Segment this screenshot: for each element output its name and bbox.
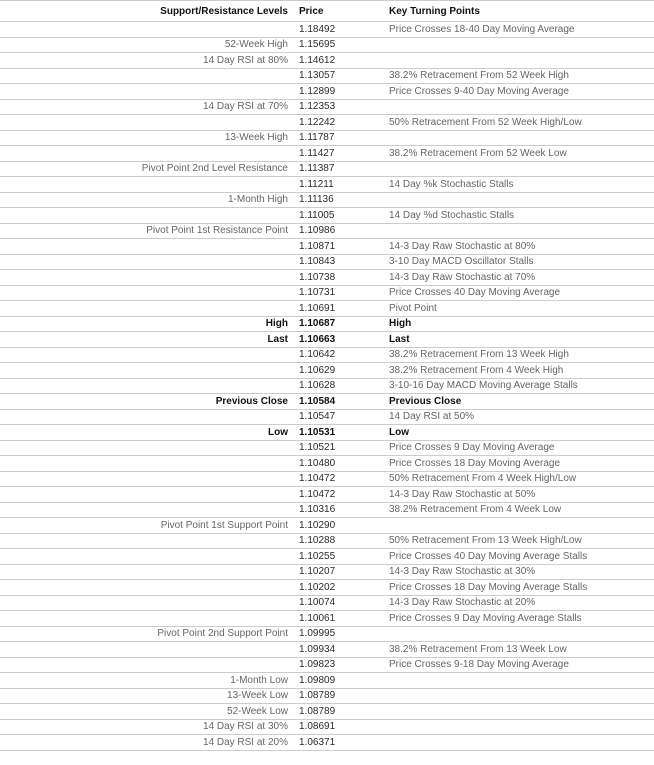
level-cell: 1-Month High bbox=[0, 192, 297, 208]
level-cell bbox=[0, 177, 297, 193]
table-row bbox=[0, 518, 654, 534]
table-row bbox=[0, 626, 654, 642]
turning-point-cell: 50% Retracement From 4 Week High/Low bbox=[383, 471, 654, 487]
level-cell bbox=[0, 580, 297, 596]
turning-point-cell: 3-10 Day MACD Oscillator Stalls bbox=[383, 254, 654, 270]
level-cell bbox=[0, 146, 297, 162]
price-cell: 1.10547 bbox=[297, 409, 383, 425]
turning-point-cell bbox=[383, 735, 654, 751]
price-cell: 1.13057 bbox=[297, 68, 383, 84]
turning-point-cell: Price Crosses 18-40 Day Moving Average bbox=[383, 22, 654, 38]
table-row bbox=[0, 409, 654, 425]
table-row bbox=[0, 130, 654, 146]
table-row bbox=[0, 471, 654, 487]
table-row bbox=[0, 208, 654, 224]
price-cell: 1.10731 bbox=[297, 285, 383, 301]
table-row bbox=[0, 595, 654, 611]
level-cell bbox=[0, 487, 297, 503]
level-cell: 13-Week Low bbox=[0, 688, 297, 704]
table-row bbox=[0, 704, 654, 720]
price-cell: 1.11005 bbox=[297, 208, 383, 224]
level-cell bbox=[0, 270, 297, 286]
price-cell: 1.09809 bbox=[297, 673, 383, 689]
turning-point-cell: 14-3 Day Raw Stochastic at 80% bbox=[383, 239, 654, 255]
table-row bbox=[0, 254, 654, 270]
turning-point-cell: Previous Close bbox=[383, 394, 654, 410]
level-cell: 52-Week Low bbox=[0, 704, 297, 720]
turning-point-cell: 38.2% Retracement From 52 Week Low bbox=[383, 146, 654, 162]
price-cell: 1.10843 bbox=[297, 254, 383, 270]
price-cell: 1.10691 bbox=[297, 301, 383, 317]
turning-point-cell: 38.2% Retracement From 13 Week Low bbox=[383, 642, 654, 658]
column-header-price: Price bbox=[297, 1, 383, 22]
level-cell: 13-Week High bbox=[0, 130, 297, 146]
table-row bbox=[0, 363, 654, 379]
turning-point-cell: Price Crosses 40 Day Moving Average bbox=[383, 285, 654, 301]
turning-point-cell bbox=[383, 688, 654, 704]
price-cell: 1.10290 bbox=[297, 518, 383, 534]
turning-point-cell: 14-3 Day Raw Stochastic at 70% bbox=[383, 270, 654, 286]
table-row bbox=[0, 22, 654, 38]
level-cell: Last bbox=[0, 332, 297, 348]
level-cell bbox=[0, 239, 297, 255]
column-header-key-turning-points: Key Turning Points bbox=[383, 1, 654, 22]
level-cell bbox=[0, 456, 297, 472]
table-row bbox=[0, 378, 654, 394]
price-cell: 1.10628 bbox=[297, 378, 383, 394]
table-row bbox=[0, 115, 654, 131]
table-row bbox=[0, 332, 654, 348]
price-cell: 1.11787 bbox=[297, 130, 383, 146]
table-row bbox=[0, 347, 654, 363]
level-cell bbox=[0, 363, 297, 379]
level-cell: Pivot Point 2nd Support Point bbox=[0, 626, 297, 642]
price-cell: 1.10202 bbox=[297, 580, 383, 596]
level-cell bbox=[0, 595, 297, 611]
level-cell: Pivot Point 2nd Level Resistance bbox=[0, 161, 297, 177]
turning-point-cell: 50% Retracement From 13 Week High/Low bbox=[383, 533, 654, 549]
level-cell bbox=[0, 208, 297, 224]
price-cell: 1.10871 bbox=[297, 239, 383, 255]
turning-point-cell: 14 Day RSI at 50% bbox=[383, 409, 654, 425]
level-cell bbox=[0, 22, 297, 38]
price-cell: 1.10531 bbox=[297, 425, 383, 441]
price-cell: 1.10642 bbox=[297, 347, 383, 363]
table-row bbox=[0, 177, 654, 193]
turning-point-cell bbox=[383, 130, 654, 146]
table-row bbox=[0, 161, 654, 177]
table-row bbox=[0, 394, 654, 410]
level-cell bbox=[0, 502, 297, 518]
turning-point-cell bbox=[383, 37, 654, 53]
table-row bbox=[0, 719, 654, 735]
price-cell: 1.11427 bbox=[297, 146, 383, 162]
turning-point-cell: 38.2% Retracement From 4 Week Low bbox=[383, 502, 654, 518]
table-row bbox=[0, 146, 654, 162]
column-header-support-resistance-levels: Support/Resistance Levels bbox=[0, 1, 297, 22]
level-cell bbox=[0, 301, 297, 317]
turning-point-cell: 38.2% Retracement From 52 Week High bbox=[383, 68, 654, 84]
price-cell: 1.10472 bbox=[297, 471, 383, 487]
level-cell: 14 Day RSI at 80% bbox=[0, 53, 297, 69]
table-row bbox=[0, 549, 654, 565]
price-cell: 1.08691 bbox=[297, 719, 383, 735]
table-row bbox=[0, 533, 654, 549]
table-row bbox=[0, 657, 654, 673]
table-row bbox=[0, 502, 654, 518]
level-cell bbox=[0, 84, 297, 100]
turning-point-cell: Price Crosses 9-40 Day Moving Average bbox=[383, 84, 654, 100]
price-cell: 1.14612 bbox=[297, 53, 383, 69]
turning-point-cell: 14-3 Day Raw Stochastic at 20% bbox=[383, 595, 654, 611]
level-cell: Previous Close bbox=[0, 394, 297, 410]
level-cell bbox=[0, 409, 297, 425]
price-cell: 1.10521 bbox=[297, 440, 383, 456]
level-cell: High bbox=[0, 316, 297, 332]
table-row bbox=[0, 456, 654, 472]
level-cell bbox=[0, 657, 297, 673]
turning-point-cell bbox=[383, 719, 654, 735]
table-row bbox=[0, 425, 654, 441]
level-cell: 14 Day RSI at 70% bbox=[0, 99, 297, 115]
turning-point-cell: Price Crosses 9-18 Day Moving Average bbox=[383, 657, 654, 673]
price-cell: 1.10074 bbox=[297, 595, 383, 611]
turning-point-cell bbox=[383, 192, 654, 208]
turning-point-cell: 38.2% Retracement From 13 Week High bbox=[383, 347, 654, 363]
level-cell: Low bbox=[0, 425, 297, 441]
price-cell: 1.11136 bbox=[297, 192, 383, 208]
table-row bbox=[0, 192, 654, 208]
price-cell: 1.09934 bbox=[297, 642, 383, 658]
level-cell bbox=[0, 533, 297, 549]
table-row bbox=[0, 301, 654, 317]
level-cell bbox=[0, 564, 297, 580]
price-cell: 1.10288 bbox=[297, 533, 383, 549]
level-cell bbox=[0, 378, 297, 394]
price-cell: 1.10061 bbox=[297, 611, 383, 627]
table-row bbox=[0, 285, 654, 301]
price-cell: 1.12353 bbox=[297, 99, 383, 115]
price-cell: 1.06371 bbox=[297, 735, 383, 751]
turning-point-cell: 14 Day %k Stochastic Stalls bbox=[383, 177, 654, 193]
level-cell bbox=[0, 285, 297, 301]
table-row bbox=[0, 68, 654, 84]
level-cell bbox=[0, 68, 297, 84]
level-cell bbox=[0, 254, 297, 270]
price-cell: 1.12899 bbox=[297, 84, 383, 100]
table-body bbox=[0, 22, 654, 751]
level-cell: Pivot Point 1st Support Point bbox=[0, 518, 297, 534]
table-row bbox=[0, 53, 654, 69]
level-cell: 1-Month Low bbox=[0, 673, 297, 689]
table-row bbox=[0, 99, 654, 115]
price-cell: 1.08789 bbox=[297, 688, 383, 704]
level-cell: 14 Day RSI at 20% bbox=[0, 735, 297, 751]
turning-point-cell bbox=[383, 161, 654, 177]
table-row bbox=[0, 84, 654, 100]
table-row bbox=[0, 688, 654, 704]
price-cell: 1.08789 bbox=[297, 704, 383, 720]
turning-point-cell: Pivot Point bbox=[383, 301, 654, 317]
table-row bbox=[0, 487, 654, 503]
turning-point-cell bbox=[383, 223, 654, 239]
turning-point-cell: Last bbox=[383, 332, 654, 348]
turning-point-cell: 14-3 Day Raw Stochastic at 50% bbox=[383, 487, 654, 503]
table-row bbox=[0, 673, 654, 689]
price-cell: 1.09995 bbox=[297, 626, 383, 642]
table-row bbox=[0, 37, 654, 53]
table-row bbox=[0, 735, 654, 751]
level-cell: Pivot Point 1st Resistance Point bbox=[0, 223, 297, 239]
turning-point-cell bbox=[383, 626, 654, 642]
turning-point-cell bbox=[383, 518, 654, 534]
table-row bbox=[0, 642, 654, 658]
turning-point-cell: High bbox=[383, 316, 654, 332]
level-cell bbox=[0, 549, 297, 565]
price-cell: 1.11387 bbox=[297, 161, 383, 177]
price-cell: 1.10255 bbox=[297, 549, 383, 565]
table-row bbox=[0, 223, 654, 239]
price-cell: 1.10480 bbox=[297, 456, 383, 472]
table-row bbox=[0, 611, 654, 627]
table-row bbox=[0, 440, 654, 456]
turning-point-cell: 14-3 Day Raw Stochastic at 30% bbox=[383, 564, 654, 580]
price-cell: 1.10629 bbox=[297, 363, 383, 379]
level-cell bbox=[0, 471, 297, 487]
level-cell bbox=[0, 611, 297, 627]
turning-point-cell: Price Crosses 9 Day Moving Average Stalls bbox=[383, 611, 654, 627]
level-cell bbox=[0, 440, 297, 456]
price-cell: 1.10472 bbox=[297, 487, 383, 503]
price-cell: 1.15695 bbox=[297, 37, 383, 53]
turning-point-cell: 14 Day %d Stochastic Stalls bbox=[383, 208, 654, 224]
level-cell: 52-Week High bbox=[0, 37, 297, 53]
price-cell: 1.10687 bbox=[297, 316, 383, 332]
turning-point-cell bbox=[383, 53, 654, 69]
turning-point-cell: 3-10-16 Day MACD Moving Average Stalls bbox=[383, 378, 654, 394]
table-row bbox=[0, 564, 654, 580]
table-row bbox=[0, 239, 654, 255]
level-cell: 14 Day RSI at 30% bbox=[0, 719, 297, 735]
table-row bbox=[0, 580, 654, 596]
turning-point-cell bbox=[383, 704, 654, 720]
turning-point-cell bbox=[383, 99, 654, 115]
price-cell: 1.10207 bbox=[297, 564, 383, 580]
table-header-row bbox=[0, 1, 654, 22]
price-cell: 1.10663 bbox=[297, 332, 383, 348]
price-cell: 1.10738 bbox=[297, 270, 383, 286]
turning-point-cell: 50% Retracement From 52 Week High/Low bbox=[383, 115, 654, 131]
price-cell: 1.09823 bbox=[297, 657, 383, 673]
price-cell: 1.10584 bbox=[297, 394, 383, 410]
level-cell bbox=[0, 642, 297, 658]
price-cell: 1.18492 bbox=[297, 22, 383, 38]
price-cell: 1.10316 bbox=[297, 502, 383, 518]
table-row bbox=[0, 270, 654, 286]
price-cell: 1.12242 bbox=[297, 115, 383, 131]
price-cell: 1.10986 bbox=[297, 223, 383, 239]
level-cell bbox=[0, 347, 297, 363]
turning-point-cell bbox=[383, 673, 654, 689]
turning-point-cell: Price Crosses 18 Day Moving Average bbox=[383, 456, 654, 472]
turning-point-cell: Price Crosses 40 Day Moving Average Stalls bbox=[383, 549, 654, 565]
table-row bbox=[0, 316, 654, 332]
turning-point-cell: Price Crosses 18 Day Moving Average Stalls bbox=[383, 580, 654, 596]
turning-point-cell: Low bbox=[383, 425, 654, 441]
turning-point-cell: Price Crosses 9 Day Moving Average bbox=[383, 440, 654, 456]
price-cell: 1.11211 bbox=[297, 177, 383, 193]
level-cell bbox=[0, 115, 297, 131]
turning-point-cell: 38.2% Retracement From 4 Week High bbox=[383, 363, 654, 379]
